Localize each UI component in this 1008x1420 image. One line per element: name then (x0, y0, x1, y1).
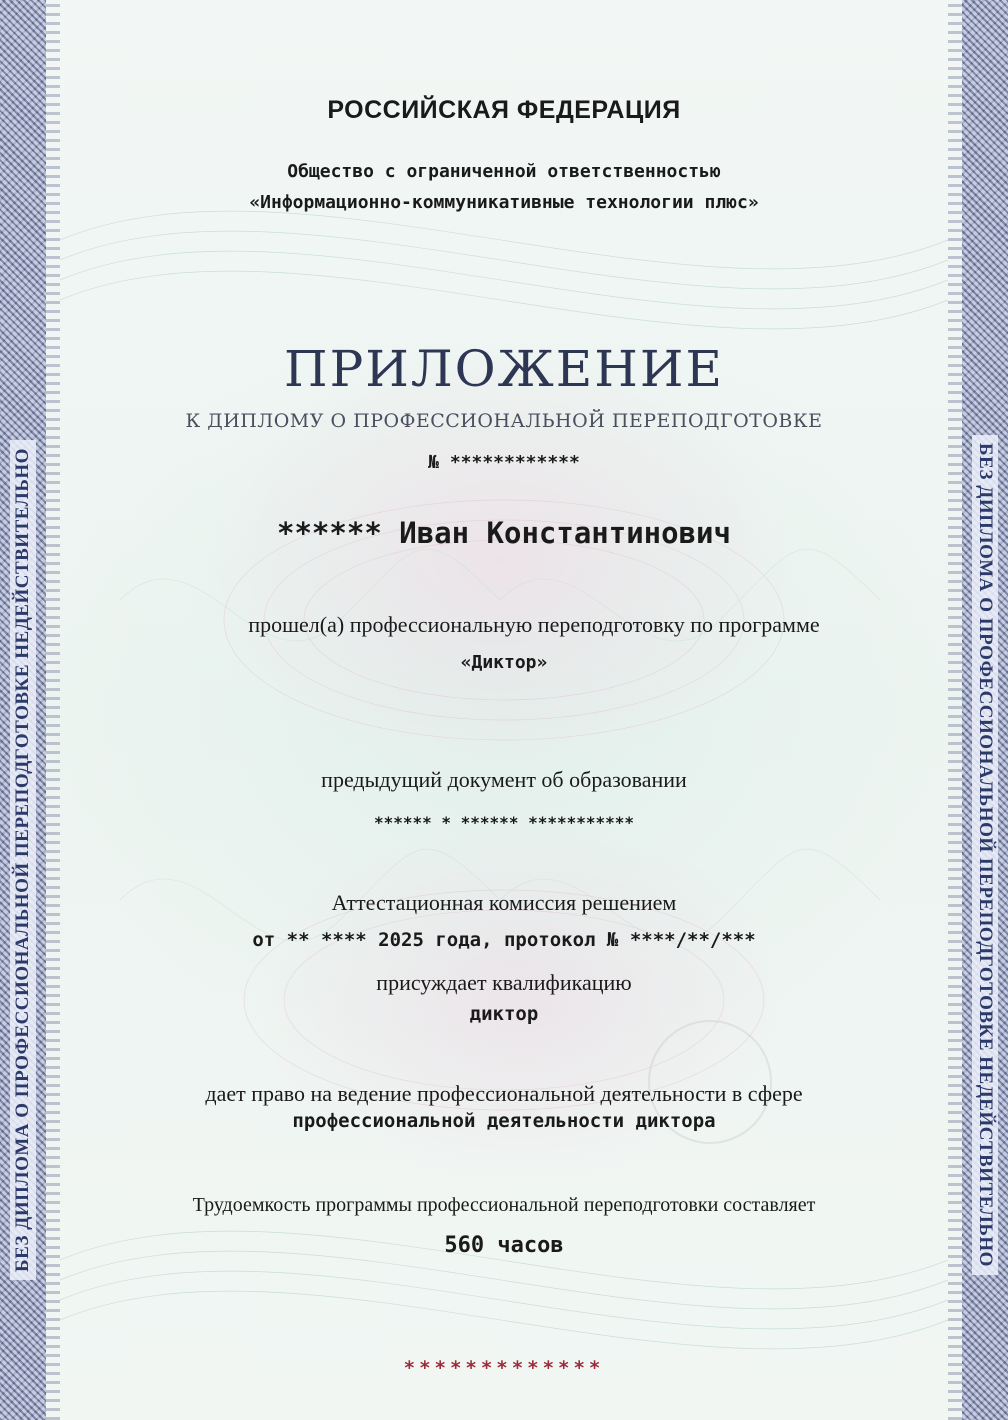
previous-document-label: предыдущий документ об образовании (321, 767, 687, 792)
document-number: № ************ (428, 452, 580, 473)
awards-text: присуждает квалификацию (376, 970, 632, 995)
workload-text: Трудоемкость программы профессиональной переподготовки составляет (192, 1194, 816, 1216)
right-border-inner-pattern (948, 0, 962, 1420)
qualification: диктор (469, 1003, 539, 1025)
document-title: ПРИЛОЖЕНИЕ (284, 340, 724, 398)
right-border-text: БЕЗ ДИПЛОМА О ПРОФЕССИОНАЛЬНОЙ ПЕРЕПОДГОТОВКЕ НЕДЕЙСТВИТЕЛЬНО (972, 435, 998, 1275)
organization-name: «Информационно-коммуникативные технологии плюс» (249, 192, 759, 213)
previous-document-value: ****** * ****** *********** (373, 813, 635, 832)
commission-text: Аттестационная комиссия решением (331, 890, 677, 915)
footer-serial: ************* (403, 1357, 605, 1379)
organization-type: Общество с ограниченной ответственностью (287, 161, 721, 182)
country-heading: РОССИЙСКАЯ ФЕДЕРАЦИЯ (327, 96, 681, 124)
protocol-text: от ** **** 2025 года, протокол № ****/**/*** (252, 929, 756, 951)
right-text: дает право на ведение профессиональной деятельности в сфере (205, 1081, 803, 1106)
document-subtitle: К ДИПЛОМУ О ПРОФЕССИОНАЛЬНОЙ ПЕРЕПОДГОТОВКЕ (185, 410, 823, 432)
program-hours: 560 часов (444, 1233, 564, 1258)
holder-name: ****** Иван Константинович (277, 516, 731, 550)
left-border-inner-pattern (46, 0, 60, 1420)
passed-text: прошел(а) профессиональную переподготовку по программе (248, 612, 820, 637)
program-name: «Диктор» (460, 652, 548, 673)
left-border-text: БЕЗ ДИПЛОМА О ПРОФЕССИОНАЛЬНОЙ ПЕРЕПОДГОТОВКЕ НЕДЕЙСТВИТЕЛЬНО (10, 440, 36, 1280)
activity-sphere: профессиональной деятельности диктора (292, 1110, 716, 1132)
